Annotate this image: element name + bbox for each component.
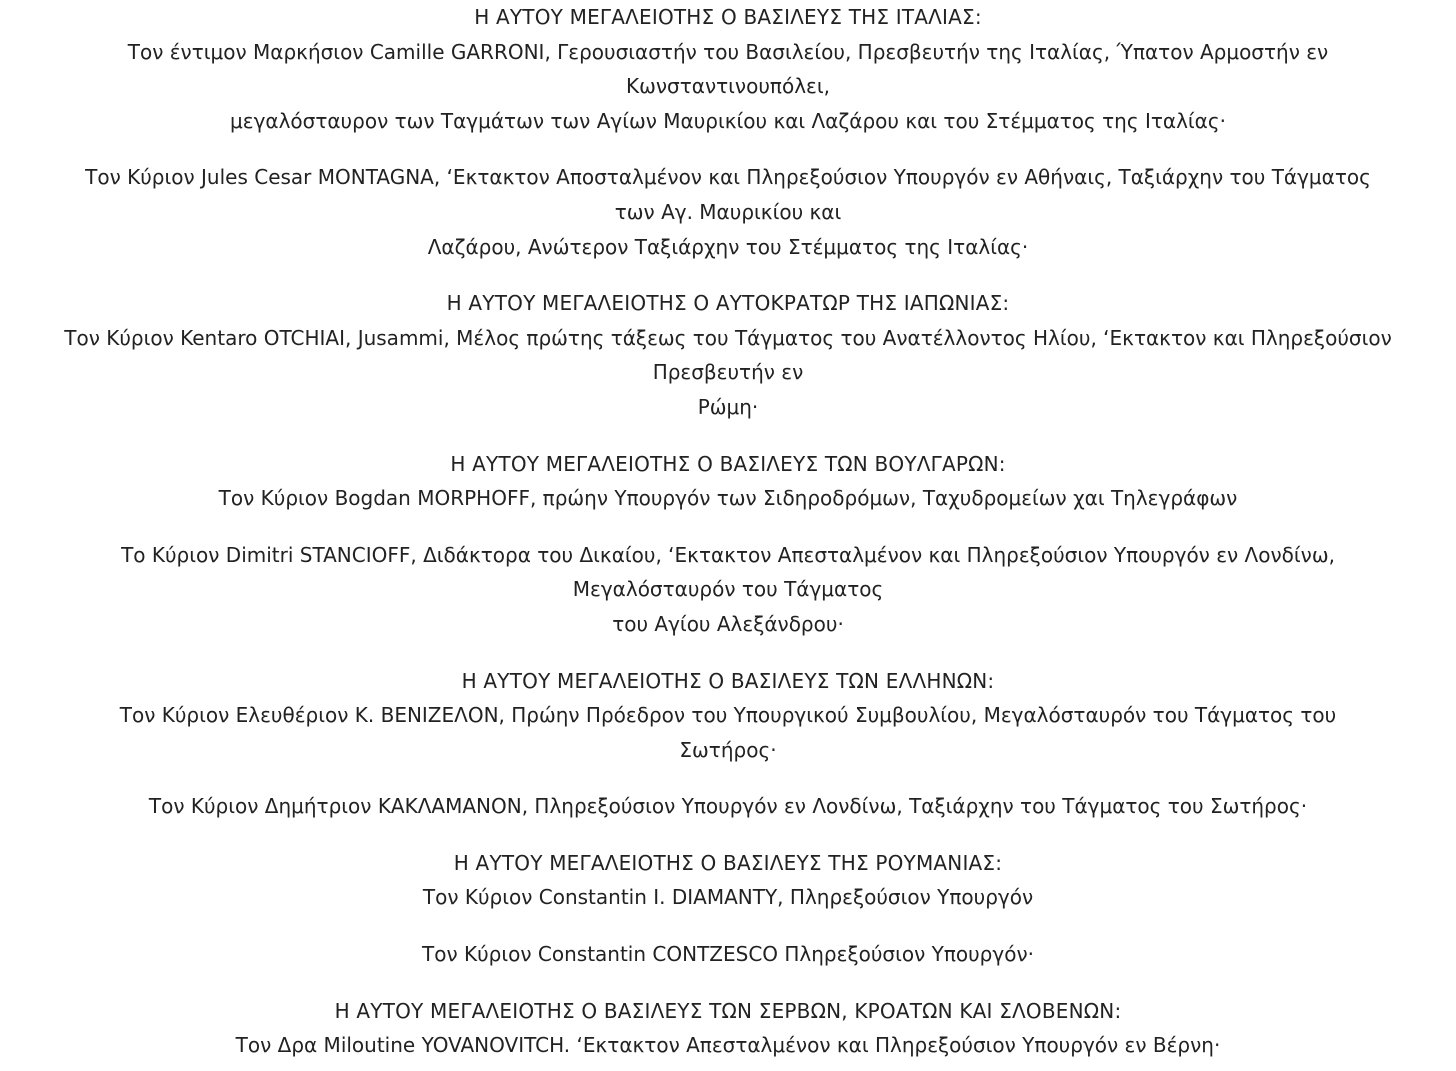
text-line: Τον έντιμον Μαρκήσιον Camille GARRONI, Γερουσιαστήν του Βασιλείου, Πρεσβευτήν της Ιταλίας, Ύπατον Αρμοστήν εν: [127, 39, 1329, 64]
paragraph-italy-second-representative: [8, 160, 1448, 264]
sovereign-heading-italy: Η ΑΥΤΟΥ ΜΕΓΑΛΕΙΟΤΗΣ Ο ΒΑΣΙΛΕΥΣ ΤΗΣ ΙΤΑΛΙΑΣ:: [474, 5, 982, 29]
paragraph-romania-second-representative: [8, 937, 1448, 972]
text-line: Τον Κύριον Bogdan MORPHOFF, πρώην Υπουργόν των Σιδηροδρόμων, Ταχυδρομείων χαι Τηλεγράφων: [218, 486, 1238, 511]
text-line: Μεγαλόσταυρόν του Τάγματος: [572, 577, 884, 602]
text-line: των Αγ. Μαυρικίου και: [614, 199, 842, 224]
text-line: Τον Κύριον Ελευθέριον Κ. ΒΕΝΙΖΕΛΟΝ, Πρώην Πρόεδρον του Υπουργικού Συμβουλίου, Μεγαλόσταυρόν του Τάγματος του: [119, 703, 1337, 728]
text-line: Τον Κύριον Δημήτριον ΚΑΚΛΑΜΑΝΟΝ, Πληρεξούσιον Υπουργόν εν Λονδίνω, Ταξιάρχην του Τάγματος του Σωτήρος·: [148, 794, 1308, 819]
text-line: Το Κύριον Dimitri STANCIOFF, Διδάκτορα του Δικαίου, ‘Εκτακτον Απεσταλμένον και Πληρεξούσιον Υπουργόν εν Λονδίνω,: [121, 542, 1335, 567]
paragraph-romania-representative: [8, 846, 1448, 915]
text-line: μεγαλόσταυρον των Ταγμάτων των Αγίων Μαυρικίου και Λαζάρου και του Στέμματος της Ιταλίας·: [230, 108, 1226, 133]
paragraph-serbia-representative: [8, 994, 1448, 1063]
text-line: Ρώμη·: [697, 394, 759, 419]
sovereign-heading-greece: Η ΑΥΤΟΥ ΜΕΓΑΛΕΙΟΤΗΣ Ο ΒΑΣΙΛΕΥΣ ΤΩΝ ΕΛΛΗΝΩΝ:: [461, 668, 995, 693]
text-line: Λαζάρου, Ανώτερον Ταξιάρχην του Στέμματος της Ιταλίας·: [427, 234, 1029, 259]
text-line: Τον Κύριον Kentaro OTCHIAI, Jusammi, Μέλος πρώτης τάξεως του Τάγματος του Ανατέλλοντος Ηλίου, ‘Εκτακτον και Πληρεξούσιον: [64, 325, 1392, 350]
text-line: Τον Κύριον Constantin CONTZESCO Πληρεξούσιον Υπουργόν·: [422, 942, 1034, 967]
text-line: του Αγίου Αλεξάνδρου·: [612, 611, 844, 636]
sovereign-heading-serbs-croats-slovenes: Η ΑΥΤΟΥ ΜΕΓΑΛΕΙΟΤΗΣ Ο ΒΑΣΙΛΕΥΣ ΤΩΝ ΣΕΡΒΩΝ, ΚΡΟΑΤΩΝ ΚΑΙ ΣΛΟΒΕΝΩΝ:: [334, 998, 1122, 1023]
paragraph-bulgaria-representative: [8, 447, 1448, 516]
sovereign-heading-romania: Η ΑΥΤΟΥ ΜΕΓΑΛΕΙΟΤΗΣ Ο ΒΑΣΙΛΕΥΣ ΤΗΣ ΡΟΥΜΑΝΙΑΣ:: [453, 850, 1003, 875]
paragraph-bulgaria-second-representative: [8, 538, 1448, 642]
text-line: Πρεσβευτήν εν: [652, 360, 804, 385]
text-line: Σωτήρος·: [679, 737, 777, 762]
text-line: Τον Δρα Miloutine YOVANOVITCH. ‘Εκτακτον Απεσταλμένον και Πληρεξούσιον Υπουργόν εν Βέρνη·: [235, 1033, 1221, 1058]
paragraph-italy-representative: [8, 0, 1448, 138]
paragraph-greece-second-representative: [8, 789, 1448, 824]
sovereign-heading-japan: Η ΑΥΤΟΥ ΜΕΓΑΛΕΙΟΤΗΣ Ο ΑΥΤΟΚΡΑΤΩΡ ΤΗΣ ΙΑΠΩΝΙΑΣ:: [446, 291, 1010, 316]
paragraph-greece-representative: [8, 664, 1448, 768]
text-line: Τον Κύριον Jules Cesar MONTAGNA, ‘Εκτακτον Αποσταλμένον και Πληρεξούσιον Υπουργόν εν Αθήναις, Ταξιάρχην του Τάγματος: [85, 165, 1371, 190]
text-line: Τον Κύριον Constantin I. DIAMANTY, Πληρεξούσιον Υπουργόν: [422, 885, 1034, 910]
sovereign-heading-bulgaria: Η ΑΥΤΟΥ ΜΕΓΑΛΕΙΟΤΗΣ Ο ΒΑΣΙΛΕΥΣ ΤΩΝ ΒΟΥΛΓΑΡΩΝ:: [450, 451, 1006, 476]
text-line: Κωνσταντινουπόλει,: [626, 74, 830, 99]
paragraph-japan-representative: [8, 286, 1448, 424]
